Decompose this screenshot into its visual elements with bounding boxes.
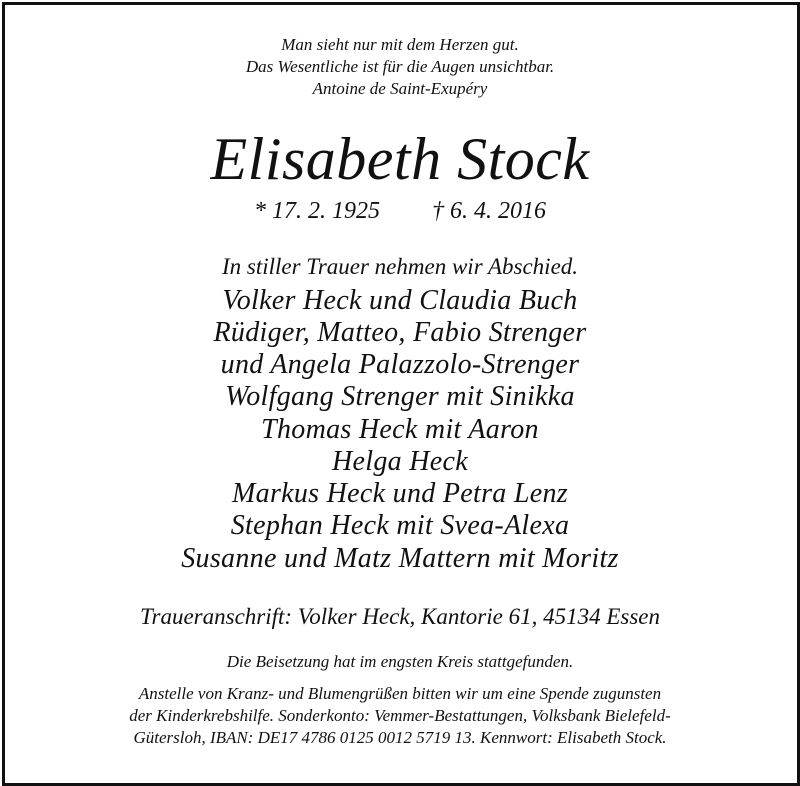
life-dates (0, 196, 800, 226)
mourning-address: Traueranschrift: Volker Heck, Kantorie 61, 45134 Essen (139, 604, 660, 629)
mourner-line: Stephan Heck mit Svea-Alexa (230, 510, 570, 541)
deceased-name: Elisabeth Stock (210, 126, 590, 192)
mourner-line: Wolfgang Strenger mit Sinikka (225, 381, 575, 412)
mourner-line: Markus Heck und Petra Lenz (232, 478, 568, 509)
mourner-line: Volker Heck und Claudia Buch (222, 285, 578, 316)
mourner-line: Susanne und Matz Mattern mit Moritz (181, 543, 619, 574)
donation-note-line-2: der Kinderkrebshilfe. Sonderkonto: Vemmer-Bestattungen, Volksbank Bielefeld- (129, 706, 671, 725)
mourner-line: Rüdiger, Matteo, Fabio Strenger (213, 317, 587, 348)
quote-line-2: Das Wesentliche ist für die Augen unsichtbar. (245, 57, 555, 76)
birth-date: * 17. 2. 1925 (254, 198, 380, 224)
donation-note-line-1: Anstelle von Kranz- und Blumengrüßen bitten wir um eine Spende zugunsten (138, 684, 662, 703)
mourner-line: Helga Heck (332, 446, 468, 477)
quote-author: Antoine de Saint-Exupéry (312, 79, 488, 98)
farewell-line: In stiller Trauer nehmen wir Abschied. (221, 254, 579, 279)
burial-note: Die Beisetzung hat im engsten Kreis stattgefunden. (226, 652, 574, 671)
quote-line-1: Man sieht nur mit dem Herzen gut. (281, 35, 519, 54)
donation-note-line-3: Gütersloh, IBAN: DE17 4786 0125 0012 5719 13. Kennwort: Elisabeth Stock. (133, 728, 667, 747)
mourner-line: Thomas Heck mit Aaron (261, 414, 539, 445)
death-date: † 6. 4. 2016 (432, 198, 546, 224)
mourner-line: und Angela Palazzolo-Strenger (220, 349, 580, 380)
